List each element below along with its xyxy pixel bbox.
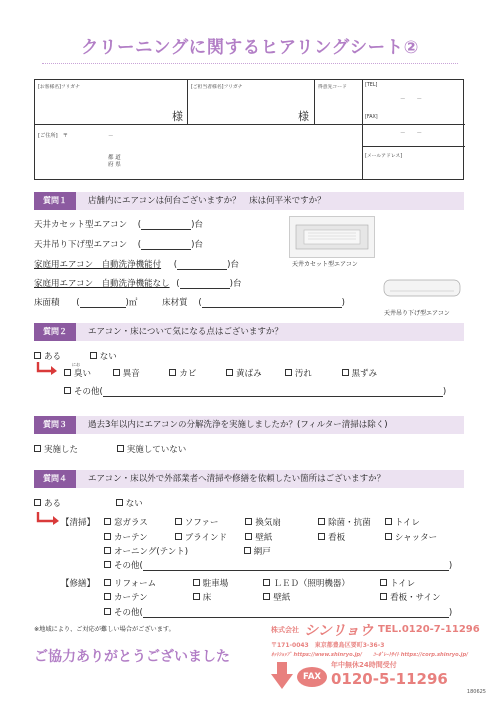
cassette-ac-image bbox=[289, 216, 375, 258]
q3-done-checkbox[interactable] bbox=[34, 445, 41, 452]
todofuken-2: 府 県 bbox=[108, 162, 121, 168]
q1-row-suspended: 天井吊り下げ型エアコン ( )台 bbox=[34, 240, 203, 250]
question-1-tag: 質問１ bbox=[34, 192, 76, 210]
clean-toilet-checkbox[interactable] bbox=[385, 518, 392, 525]
q2-yes-checkbox[interactable] bbox=[34, 352, 41, 359]
fax-dashes: － － bbox=[400, 131, 423, 137]
q2-options: 臭い 異音 カビ 黄ばみ 汚れ 黒ずみ bbox=[64, 367, 377, 379]
repair-other-checkbox[interactable] bbox=[104, 608, 111, 615]
arrow-icon bbox=[36, 361, 58, 375]
q2-noise-checkbox[interactable] bbox=[113, 369, 120, 376]
shop-sama: 様 bbox=[172, 110, 183, 123]
q2-odor-checkbox[interactable] bbox=[64, 369, 71, 376]
tel-dashes: － － bbox=[400, 97, 423, 103]
title-underline bbox=[42, 63, 458, 64]
shop-name-label: [お客様名]フリガナ bbox=[38, 85, 80, 90]
q1-row-label: 天井カセット型エアコン bbox=[34, 220, 128, 230]
repair-label: 【修繕】 bbox=[61, 579, 96, 589]
question-4-bar bbox=[34, 470, 464, 488]
repair-parking-checkbox[interactable] bbox=[193, 579, 200, 586]
company-logo: シンリョウ bbox=[304, 623, 374, 639]
q4-no-checkbox[interactable] bbox=[116, 499, 123, 506]
repair-sign-checkbox[interactable] bbox=[380, 593, 387, 600]
client-code-label: 得意先コード bbox=[318, 85, 347, 90]
q1-cassette-count[interactable] bbox=[141, 220, 191, 230]
repair-row-2: カーテン 床 壁紙 看板・サイン bbox=[104, 591, 441, 603]
question-4-tag: 質問４ bbox=[34, 470, 76, 488]
cleaning-row-1: 窓ガラス ソファー 換気扇 除菌・抗菌 トイレ bbox=[104, 516, 420, 528]
q2-no-checkbox[interactable] bbox=[90, 352, 97, 359]
arrow-icon bbox=[36, 511, 60, 525]
clean-other-checkbox[interactable] bbox=[104, 561, 111, 568]
q1-row-home-manual: 家庭用エアコン 自動洗浄機能なし ( )台 bbox=[34, 279, 242, 289]
clean-wallpaper-checkbox[interactable] bbox=[245, 533, 252, 540]
fax-badge: FAX bbox=[297, 667, 327, 687]
fax-label: [FAX] bbox=[365, 115, 378, 120]
q2-mold-checkbox[interactable] bbox=[169, 369, 176, 376]
q1-suspended-count[interactable] bbox=[141, 240, 191, 250]
net-shop-url: ﾈｯﾄｼｮｯﾌﾟ https://www.shinryo.jp/ bbox=[271, 652, 363, 658]
question-1-text: 店舗内にエアコンは何台ございますか？ 床は何平米ですか？ bbox=[88, 196, 326, 206]
suspended-ac-image bbox=[382, 272, 462, 304]
staff-name-label: [ご担当者様名]フリガナ bbox=[191, 85, 243, 90]
company-tel: TEL.0120-7-11296 bbox=[378, 624, 480, 635]
question-3-tag: 質問３ bbox=[34, 416, 76, 434]
staff-sama: 様 bbox=[298, 110, 309, 123]
q2-darkening-checkbox[interactable] bbox=[342, 369, 349, 376]
q1-row-label: 家庭用エアコン 自動洗浄機能付 bbox=[34, 260, 162, 270]
q2-other-checkbox[interactable] bbox=[64, 387, 71, 394]
repair-wallpaper-checkbox[interactable] bbox=[263, 593, 270, 600]
cassette-ac-caption: 天井カセット型エアコン bbox=[292, 261, 358, 268]
company-address: 〒171-0043 東京都豊島区要町3-36-3 bbox=[271, 642, 385, 649]
email-label: [メールアドレス] bbox=[365, 154, 403, 159]
zip-dash: － bbox=[108, 134, 114, 140]
q3-options: 実施した 実施していない bbox=[34, 443, 186, 455]
customer-info-table bbox=[34, 79, 464, 180]
repair-curtain-checkbox[interactable] bbox=[104, 593, 111, 600]
clean-sofa-checkbox[interactable] bbox=[175, 518, 182, 525]
clean-fan-checkbox[interactable] bbox=[245, 518, 252, 525]
question-2-tag: 質問２ bbox=[34, 323, 76, 341]
region-note: ※地域により、ご対応が難しい場合がございます。 bbox=[34, 626, 175, 633]
q2-dirt-checkbox[interactable] bbox=[285, 369, 292, 376]
clean-screen-checkbox[interactable] bbox=[244, 547, 251, 554]
clean-blind-checkbox[interactable] bbox=[175, 533, 182, 540]
tel-label: [TEL] bbox=[365, 83, 378, 88]
q1-row-home-auto: 家庭用エアコン 自動洗浄機能付 ( )台 bbox=[34, 260, 239, 270]
q2-other: その他( ) bbox=[64, 385, 446, 397]
q1-row-cassette: 天井カセット型エアコン ( )台 bbox=[34, 220, 203, 230]
clean-sanitize-checkbox[interactable] bbox=[318, 518, 325, 525]
address-label: [ご住所] 〒 bbox=[38, 133, 68, 139]
hours-text: 年中無休24時間受付 bbox=[331, 661, 397, 669]
cleaning-other: その他( ) bbox=[104, 559, 452, 571]
cleaning-label: 【清掃】 bbox=[61, 518, 96, 528]
q2-other-input[interactable] bbox=[103, 387, 443, 397]
fax-number: 0120-5-11296 bbox=[331, 670, 448, 688]
q1-row-label: 家庭用エアコン 自動洗浄機能なし bbox=[34, 279, 170, 289]
question-3-bar bbox=[34, 416, 464, 434]
q1-row-label: 天井吊り下げ型エアコン bbox=[34, 240, 128, 250]
cleaning-row-2: カーテン ブラインド 壁紙 看板 シャッター bbox=[104, 531, 437, 543]
cleaning-row-3: オーニング(テント) 網戸 bbox=[104, 545, 271, 557]
clean-awning-checkbox[interactable] bbox=[104, 547, 111, 554]
page-title: クリーニングに関するヒアリングシート② bbox=[81, 38, 419, 58]
q2-yes-no: ある ない bbox=[34, 350, 117, 362]
floor-material-input[interactable] bbox=[202, 298, 342, 308]
question-1-bar bbox=[34, 192, 464, 210]
q1-home-manual-count[interactable] bbox=[180, 279, 230, 289]
clean-shutter-checkbox[interactable] bbox=[385, 533, 392, 540]
repair-led-checkbox[interactable] bbox=[263, 579, 270, 586]
clean-sign-checkbox[interactable] bbox=[318, 533, 325, 540]
q3-not-done-checkbox[interactable] bbox=[117, 445, 124, 452]
repair-floor-checkbox[interactable] bbox=[193, 593, 200, 600]
question-4-text: エアコン・床以外で外部業者へ清掃や修繕を依頼したい箇所はございますか？ bbox=[88, 474, 386, 484]
repair-toilet-checkbox[interactable] bbox=[380, 579, 387, 586]
repair-other: その他( ) bbox=[104, 606, 452, 618]
company-prefix: 株式会社 bbox=[271, 626, 299, 634]
floor-area-input[interactable] bbox=[80, 298, 126, 308]
q4-yes-checkbox[interactable] bbox=[34, 499, 41, 506]
repair-reform-checkbox[interactable] bbox=[104, 579, 111, 586]
todofuken-1: 都 道 bbox=[108, 155, 121, 161]
corp-site-url: ｺｰﾎﾟﾚｰﾄｻｲﾄ https://corp.shinryo.jp/ bbox=[373, 652, 469, 658]
thanks-message: ご協力ありがとうございました bbox=[34, 649, 230, 665]
q4-yes-no: ある ない bbox=[34, 497, 143, 509]
clean-curtain-checkbox[interactable] bbox=[104, 533, 111, 540]
clean-other-input[interactable] bbox=[143, 561, 449, 571]
odor-ruby: にお bbox=[72, 362, 80, 367]
down-arrow-icon bbox=[271, 662, 293, 690]
question-3-text: 過去3年以内にエアコンの分解洗浄を実施しましたか？(フィルター清掃は除く) bbox=[88, 420, 388, 430]
floor-area-label: 床面積 bbox=[34, 298, 60, 308]
repair-other-input[interactable] bbox=[143, 608, 449, 618]
repair-row-1: リフォーム 駐車場 ＬＥＤ（照明機器） トイレ bbox=[104, 577, 415, 589]
question-2-bar bbox=[34, 323, 464, 341]
suspended-ac-caption: 天井吊り下げ型エアコン bbox=[384, 310, 450, 317]
document-number: 180625 bbox=[466, 689, 486, 695]
q1-row-floor: 床面積 ( )㎡ 床材質 ( ) bbox=[34, 298, 345, 308]
clean-window-checkbox[interactable] bbox=[104, 518, 111, 525]
question-2-text: エアコン・床について気になる点はございますか？ bbox=[88, 327, 283, 337]
floor-material-label: 床材質 bbox=[162, 298, 188, 308]
q1-home-auto-count[interactable] bbox=[177, 260, 227, 270]
q2-yellowing-checkbox[interactable] bbox=[226, 369, 233, 376]
